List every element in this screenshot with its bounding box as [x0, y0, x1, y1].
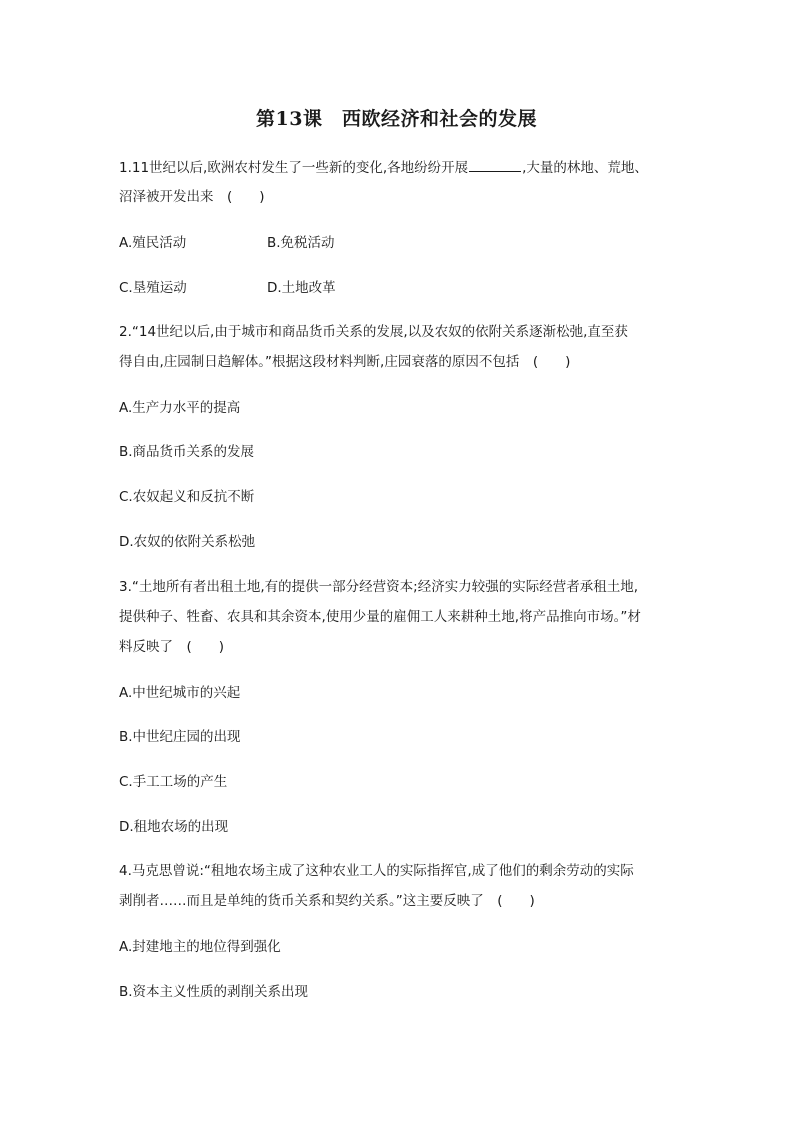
question-1-option-a: A.殖民活动 — [119, 235, 187, 251]
question-3-stem-line-3: 料反映了 ( ) — [119, 639, 225, 655]
fill-in-blank — [469, 157, 521, 172]
question-2-option-c: C.农奴起义和反抗不断 — [119, 489, 255, 505]
lesson-title: 第13课 西欧经济和社会的发展 — [256, 108, 537, 130]
question-1-stem-line-1 — [119, 157, 648, 178]
question-2-option-a: A.生产力水平的提高 — [119, 400, 241, 416]
question-1-stem-before-blank: 1.11世纪以后,欧洲农村发生了一些新的变化,各地纷纷开展 — [119, 160, 469, 176]
question-3-option-c: C.手工工场的产生 — [119, 774, 228, 790]
question-4-option-a: A.封建地主的地位得到强化 — [119, 939, 281, 955]
question-1-option-c: C.垦殖运动 — [119, 280, 187, 296]
question-3-stem-line-1: 3.“土地所有者出租土地,有的提供一部分经营资本;经济实力较强的实际经营者承租土地, — [119, 579, 639, 595]
question-4-stem-line-2: 剥削者……而且是单纯的货币关系和契约关系。”这主要反映了 ( ) — [119, 893, 535, 909]
question-2-stem-line-2: 得自由,庄园制日趋解体。”根据这段材料判断,庄园衰落的原因不包括 ( ) — [119, 354, 571, 370]
question-3-option-a: A.中世纪城市的兴起 — [119, 685, 241, 701]
question-4-option-b: B.资本主义性质的剥削关系出现 — [119, 984, 309, 1000]
question-1-option-d: D.土地改革 — [267, 280, 336, 296]
question-1-stem-after-blank: ,大量的林地、荒地、 — [522, 160, 648, 176]
question-3-option-b: B.中世纪庄园的出现 — [119, 729, 241, 745]
question-3-stem-line-2: 提供种子、牲畜、农具和其余资本,使用少量的雇佣工人来耕种土地,将产品推向市场。”材 — [119, 609, 641, 625]
question-1-stem-line-2: 沼泽被开发出来 ( ) — [119, 189, 265, 205]
question-2-option-d: D.农奴的依附关系松弛 — [119, 534, 256, 550]
question-2-option-b: B.商品货币关系的发展 — [119, 444, 255, 460]
question-1-option-b: B.免税活动 — [267, 235, 335, 251]
question-3-option-d: D.租地农场的出现 — [119, 819, 229, 835]
question-2-stem-line-1: 2.“14世纪以后,由于城市和商品货币关系的发展,以及农奴的依附关系逐渐松弛,直至获 — [119, 324, 628, 340]
question-4-stem-line-1: 4.马克思曾说:“租地农场主成了这种农业工人的实际指挥官,成了他们的剩余劳动的实际 — [119, 863, 634, 879]
